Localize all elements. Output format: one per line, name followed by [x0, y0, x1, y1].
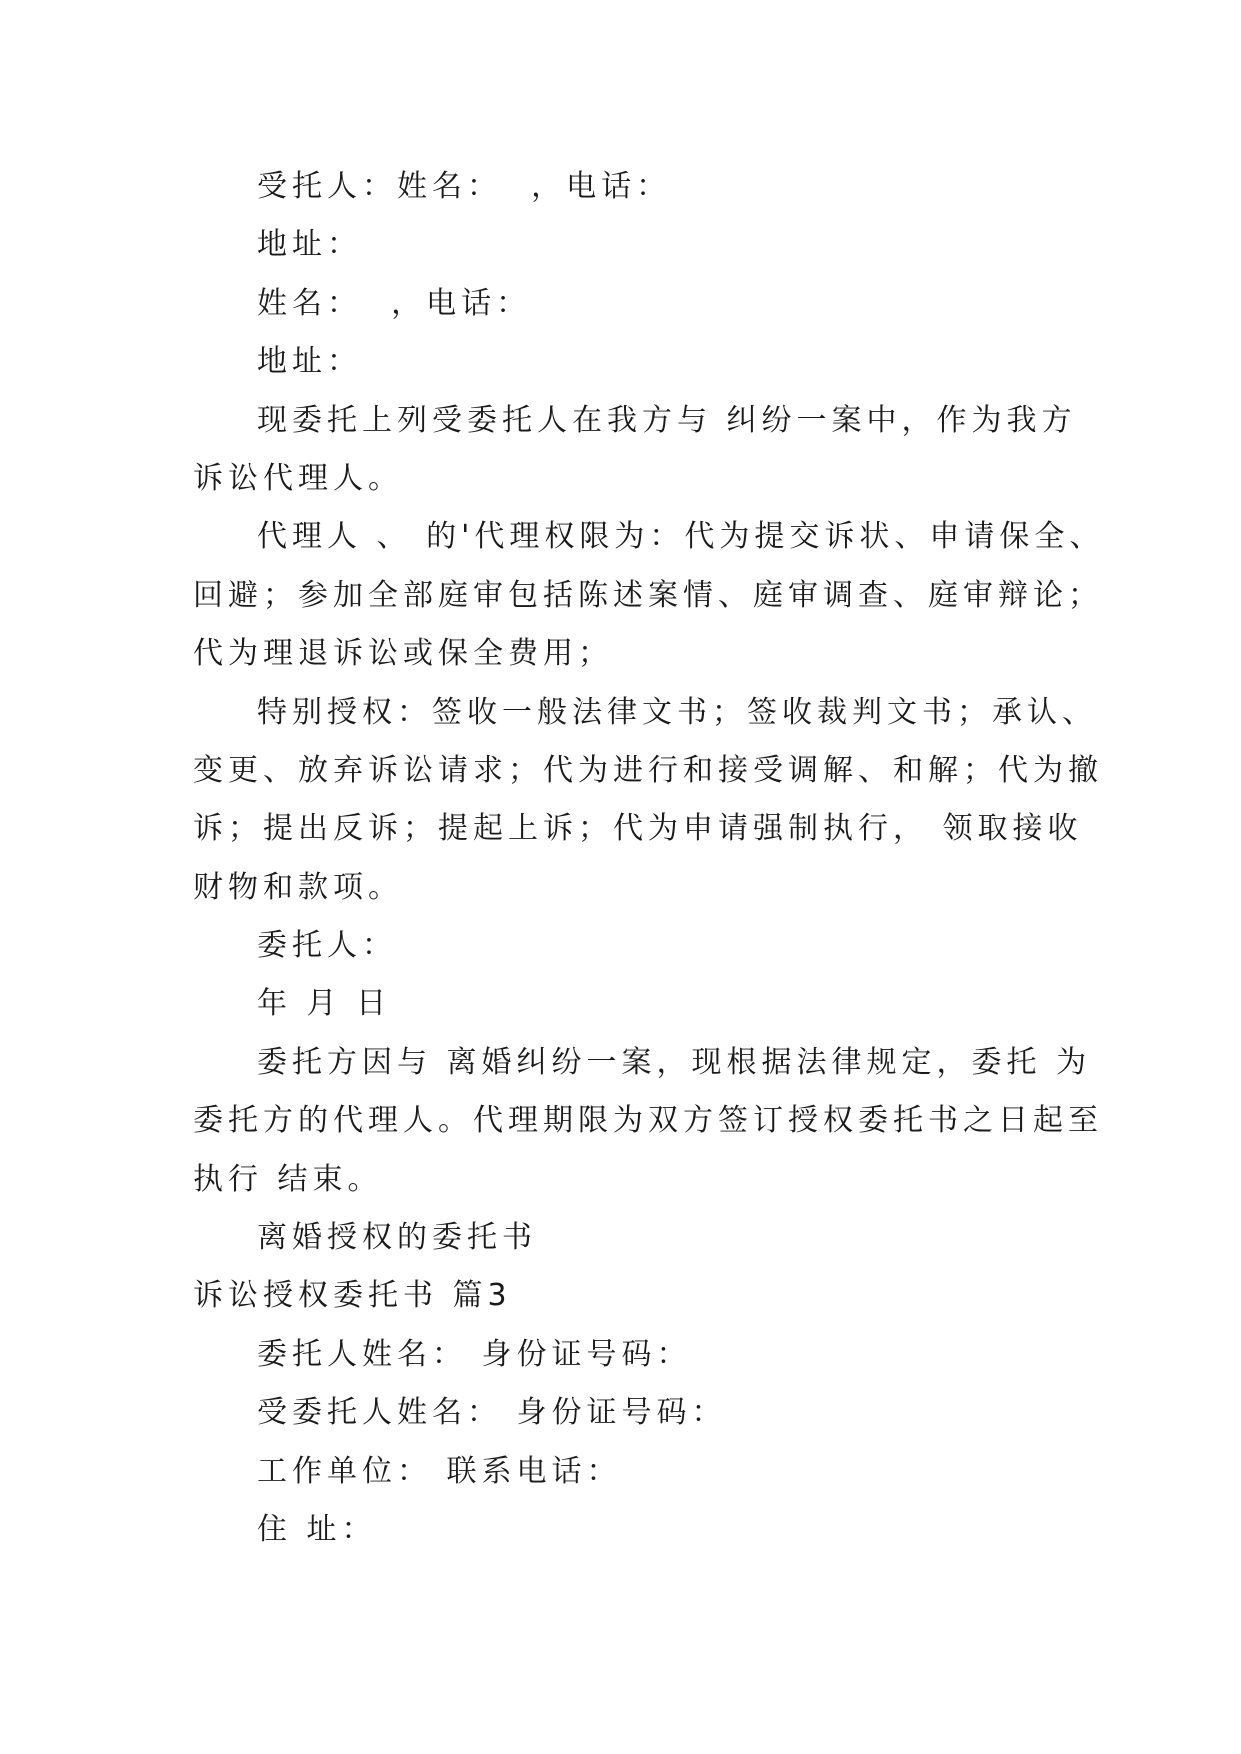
text-line: 地址： — [257, 227, 362, 263]
text-line: 工作单位： 联系电话： — [257, 1453, 622, 1489]
text-line: 委托方因与 离婚纠纷一案，现根据法律规定，委托 为 — [257, 1044, 1092, 1080]
text-line: 委托方的代理人。代理期限为双方签订授权委托书之日起至 — [193, 1103, 1103, 1139]
text-line: 财物和款项。 — [193, 869, 403, 905]
text-line: 诉讼代理人。 — [193, 460, 403, 496]
text-line: 代理人 、 的'代理权限为：代为提交诉状、申请保全、 — [257, 519, 1105, 555]
text-line: 变更、放弃诉讼请求；代为进行和接受调解、和解；代为撤 — [193, 752, 1103, 788]
text-line: 住 址： — [257, 1511, 377, 1547]
text-line: 诉；提出反诉；提起上诉；代为申请强制执行， 领取接收 — [193, 811, 1083, 847]
text-line: 委托人： — [257, 928, 397, 964]
text-line: 现委托上列受委托人在我方与 纠纷一案中，作为我方 — [257, 402, 1077, 438]
text-line: 地址： — [257, 344, 362, 380]
text-line: 回避；参加全部庭审包括陈述案情、庭审调查、庭审辩论； — [193, 577, 1103, 613]
text-line: 特别授权：签收一般法律文书；签收裁判文书；承认、 — [257, 694, 1097, 730]
text-line: 受委托人姓名： 身份证号码： — [257, 1395, 727, 1431]
document-body — [193, 158, 1105, 1559]
text-line: 代为理退诉讼或保全费用； — [193, 636, 613, 672]
text-line: 离婚授权的委托书 — [257, 1220, 537, 1256]
text-line: 执行 结束。 — [193, 1161, 383, 1197]
text-line: 委托人姓名： 身份证号码： — [257, 1336, 692, 1372]
text-line: 年 月 日 — [257, 986, 392, 1022]
text-line: 受托人：姓名： ，电话： — [257, 169, 672, 204]
text-line: 姓名： ，电话： — [257, 285, 532, 321]
section-heading: 诉讼授权委托书 篇3 — [193, 1278, 512, 1314]
